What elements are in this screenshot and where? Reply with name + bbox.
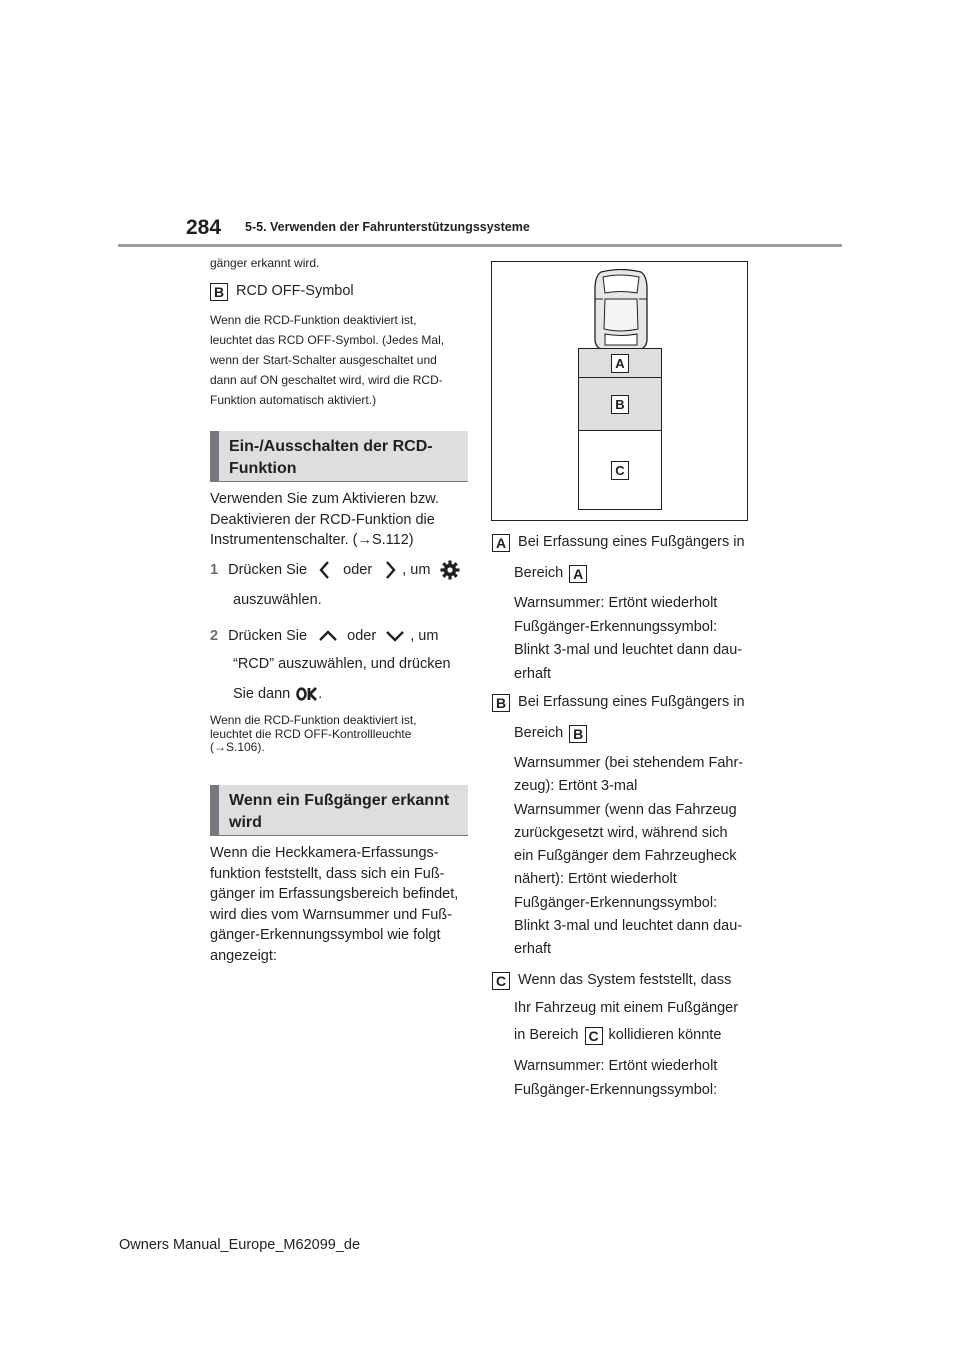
area-text: in Bereich: [514, 1027, 579, 1043]
text-line: Wenn die RCD-Funktion deaktiviert ist,: [210, 713, 417, 727]
text-line: Blinkt 3-mal und leuchtet dann dau-: [514, 918, 743, 935]
text-line: wenn der Start-Schalter ausgeschaltet und: [210, 353, 437, 367]
step-text: , um: [410, 628, 439, 644]
text-line: funktion feststellt, dass sich ein Fuß-: [210, 865, 445, 882]
tag-c: C: [492, 972, 510, 990]
intro-pedestrian: [210, 843, 458, 966]
step-text: oder: [343, 562, 373, 578]
step-text: Sie dann: [233, 686, 291, 702]
tag-c-inline: C: [585, 1027, 603, 1045]
text-line: Fußgänger-Erkennungssymbol:: [514, 1081, 718, 1098]
step-text: .: [318, 686, 323, 702]
area-text: Bereich: [514, 565, 564, 581]
text-line: Fußgänger-Erkennungssymbol:: [514, 618, 718, 635]
step-2-line: [210, 624, 438, 648]
text-line: Funktion automatisch aktiviert.): [210, 393, 377, 407]
tag-a: A: [492, 534, 510, 552]
intro-rcd-toggle: [210, 489, 439, 551]
item-b-title-row: [210, 283, 354, 301]
text-line: nähert): Ertönt wiederholt: [514, 871, 677, 888]
item-b-text: Bei Erfassung eines Fußgängers in: [518, 694, 745, 710]
car-icon: [591, 269, 651, 351]
text-line: gänger im Erfassungsbereich befindet,: [210, 886, 459, 902]
text-line: erhaft: [514, 665, 552, 682]
text-line: Wenn die Heckkamera-Erfassungs-: [210, 845, 439, 861]
text-line: Wenn die RCD-Funktion deaktiviert ist,: [210, 313, 417, 327]
detection-area-diagram: [491, 261, 748, 521]
chevron-down-icon: [384, 628, 406, 644]
step-text: oder: [347, 628, 377, 644]
item-b-description: [210, 310, 444, 410]
tag-b: B: [210, 283, 228, 301]
step-text: , um: [402, 562, 431, 578]
footer-manual-id: Owners Manual_Europe_M62099_de: [119, 1237, 361, 1253]
text-line: angezeigt:: [210, 947, 277, 964]
text-line: Warnsummer (wenn das Fahrzeug: [514, 801, 737, 818]
item-b-area-line: [514, 725, 587, 743]
text-line: zeug): Ertönt 3-mal: [514, 778, 638, 795]
chevron-left-icon: [317, 559, 333, 581]
zone-c: [578, 430, 662, 510]
item-a-details: [514, 592, 742, 686]
item-c-text: Wenn das System feststellt, dass: [518, 972, 732, 988]
step-2-continuation: “RCD” auszuwählen, und drücken: [233, 656, 451, 672]
text-line: Blinkt 3-mal und leuchtet dann dau-: [514, 642, 743, 658]
section-title: 5-5. Verwenden der Fahrunterstützungssysteme: [245, 220, 530, 234]
text-line: leuchtet das RCD OFF-Symbol. (Jedes Mal,: [210, 333, 445, 347]
item-a-area-line: [514, 565, 587, 583]
item-c-area-line: [514, 1027, 721, 1045]
tag-b-inline: B: [569, 725, 587, 743]
area-text: Bereich: [514, 725, 564, 741]
zone-b: [578, 377, 662, 431]
heading-line: wird: [229, 814, 262, 831]
tag-a-inline: A: [569, 565, 587, 583]
zone-c-label: C: [611, 461, 629, 480]
chevron-up-icon: [317, 628, 339, 644]
step-number: 2: [210, 628, 219, 644]
text-line: Warnsummer (bei stehendem Fahr-: [514, 755, 744, 771]
step-text: Drücken Sie: [228, 628, 308, 644]
step-number: 1: [210, 562, 219, 578]
text-line: dann auf ON geschaltet wird, wird die RCD-: [210, 373, 443, 387]
item-b-details: [514, 752, 743, 962]
area-text: kollidieren könnte: [608, 1027, 722, 1043]
heading-line: Ein-/Ausschalten der RCD-: [229, 438, 433, 455]
zone-a: [578, 348, 662, 378]
continued-text: gänger erkannt wird.: [210, 256, 320, 270]
step-text: Drücken Sie: [228, 562, 308, 578]
page-number: 284: [186, 216, 222, 239]
zone-a-label: A: [611, 354, 629, 373]
text-line: Deaktivieren der RCD-Funktion die: [210, 511, 435, 528]
item-b-detect-title: [492, 694, 745, 712]
note-rcd-off: [210, 714, 417, 755]
text-line: wird dies vom Warnsummer und Fuß-: [210, 906, 452, 923]
zone-b-label: B: [611, 395, 629, 414]
text-line: leuchtet die RCD OFF-Kontrollleuchte: [210, 726, 412, 741]
step-1-continuation: auszuwählen.: [233, 592, 322, 608]
text-line: erhaft: [514, 941, 552, 958]
text-line: Instrumentenschalter. (→S.112): [210, 532, 414, 548]
header-rule: [118, 244, 842, 247]
step-1-line: [210, 558, 460, 582]
step-2-ok-line: [233, 682, 322, 706]
text-line: Warnsummer: Ertönt wiederholt: [514, 1058, 718, 1074]
item-c-details: [514, 1055, 717, 1102]
heading-line: Wenn ein Fußgänger erkannt: [229, 792, 450, 809]
heading-line: Funktion: [229, 460, 297, 477]
text-line: Verwenden Sie zum Aktivieren bzw.: [210, 491, 439, 507]
chevron-right-icon: [382, 559, 398, 581]
text-line: ein Fußgänger dem Fahrzeugheck: [514, 848, 737, 865]
tag-b: B: [492, 694, 510, 712]
text-line: Fußgänger-Erkennungssymbol:: [514, 894, 718, 911]
heading-pedestrian-detected: [210, 785, 468, 836]
ok-icon: [296, 687, 318, 701]
gear-icon: [440, 560, 460, 580]
item-a-text: Bei Erfassung eines Fußgängers in: [518, 534, 745, 550]
heading-rcd-toggle: [210, 431, 468, 482]
text-line: (→S.106).: [210, 740, 265, 754]
item-b-title: RCD OFF-Symbol: [236, 283, 354, 299]
text-line: zurückgesetzt wird, während sich: [514, 824, 728, 841]
text-line: Ihr Fahrzeug mit einem Fußgänger: [514, 1000, 739, 1016]
item-a-title: [492, 534, 745, 552]
text-line: gänger-Erkennungssymbol wie folgt: [210, 927, 441, 943]
text-line: Warnsummer: Ertönt wiederholt: [514, 595, 718, 611]
item-c-title: [492, 972, 731, 990]
